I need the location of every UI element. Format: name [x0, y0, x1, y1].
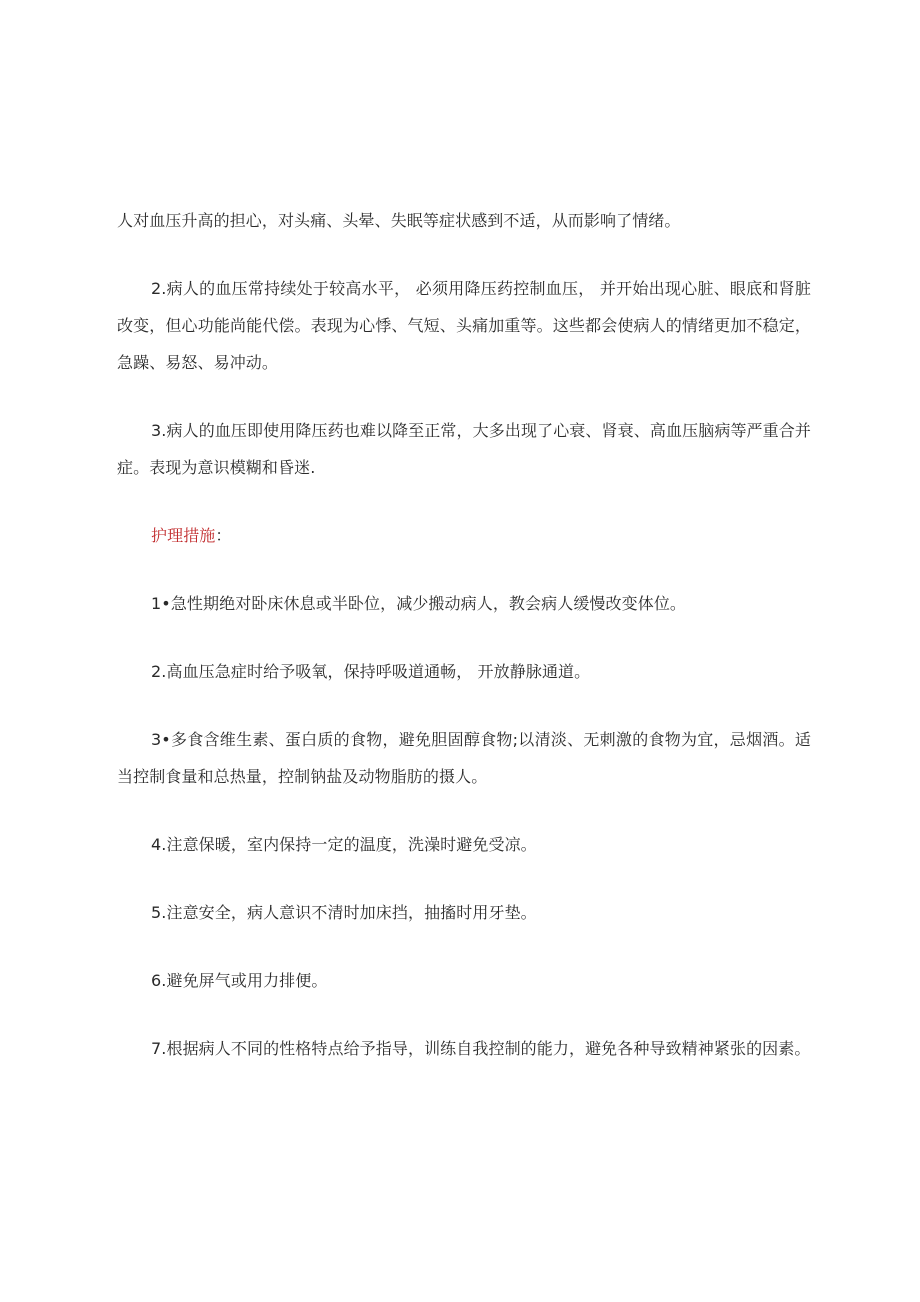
nursing-item-1: 1•急性期绝对卧床休息或半卧位，减少搬动病人，教会病人缓慢改变体位。 [151, 594, 687, 613]
document-body [117, 202, 811, 1067]
nursing-item-2: 2.高血压急症时给予吸氧，保持呼吸道通畅， 开放静脉通道。 [151, 662, 591, 681]
nursing-heading-colon: ： [215, 526, 232, 545]
nursing-item-4: 4.注意保暖，室内保持一定的温度，洗澡时避免受凉。 [151, 835, 537, 854]
nursing-heading [117, 517, 811, 554]
nursing-item-3: 3•多食含维生素、蛋白质的食物，避免胆固醇食物;以清淡、无刺激的食物为宜，忌烟酒。适当控制食量和总热量，控制钠盐及动物脂肪的摄人。 [117, 730, 811, 786]
paragraph-continuation: 人对血压升高的担心，对头痛、头晕、失眠等症状感到不适，从而影响了情绪。 [117, 211, 681, 230]
nursing-item-5: 5.注意安全，病人意识不清时加床挡，抽搐时用牙垫。 [151, 903, 537, 922]
nursing-heading-text: 护理措施 [151, 526, 216, 545]
paragraph-stage-3: 3.病人的血压即使用降压药也难以降至正常，大多出现了心衰、肾衰、高血压脑病等严重合并症。表现为意识模糊和昏迷. [117, 421, 811, 477]
nursing-item-6: 6.避免屏气或用力排便。 [151, 971, 328, 990]
paragraph-stage-2: 2.病人的血压常持续处于较高水平， 必须用降压药控制血压， 并开始出现心脏、眼底和肾脏改变，但心功能尚能代偿。表现为心悸、气短、头痛加重等。这些都会使病人的情绪更加不稳定，急躁、易怒、易冲动。 [117, 279, 811, 372]
nursing-item-7: 7.根据病人不同的性格特点给予指导，训练自我控制的能力，避免各种导致精神紧张的因素。 [151, 1039, 811, 1058]
